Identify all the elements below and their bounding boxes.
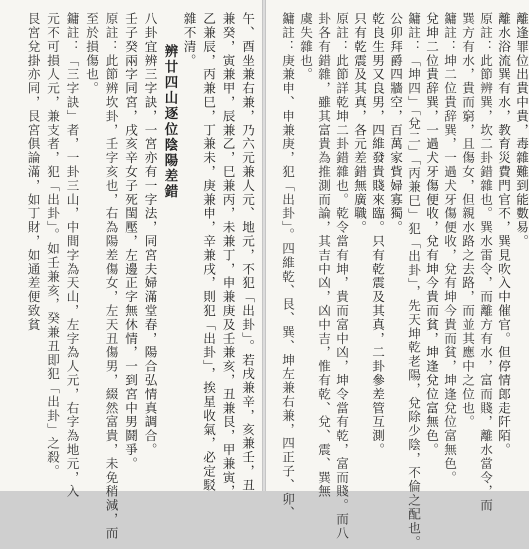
text-column: 艮宮兌掛亦同，艮宮俱論滿，如丁財，如通差便致貧 bbox=[25, 12, 41, 332]
text-column: 鏞註：庚兼申、申兼庚，犯「出卦」。四維乾、艮、巽、坤左兼右兼，四正子、卯、 bbox=[280, 12, 295, 520]
text-column: 兌坤二位貴辞巽，一過犬牙傷便收，兌有坤今貴而貧，坤逢兌位富無色。 bbox=[424, 12, 439, 457]
left-page bbox=[0, 0, 262, 541]
text-column: 只有乾震及其真，各元差錯無廣職。 bbox=[352, 12, 367, 235]
text-column: 乾良生男又良男，四維發貴賤來臨。只有乾震及其真，二卦參差管互測。 bbox=[370, 12, 385, 457]
text-column: 原註：此節詳乾坤二卦錯雜也。乾令當有坤，貴而富中凶，坤令當有乾，富而賤。而八 bbox=[334, 12, 349, 541]
text-column: 兼癸，寅兼甲，辰兼乙，巳兼丙，未兼丁，申兼庚及壬兼亥，丑兼艮，甲兼寅， bbox=[220, 12, 236, 499]
text-column: 離逢罪位出貴中貴，毒雜難到能數易。 bbox=[514, 12, 529, 249]
text-column: 原註：此節辨巽，坎二卦錯雜也。巽水雷令，而離方有水，富而賤，離水當令，而 bbox=[478, 12, 493, 513]
text-column: 鏞註：坤二位貴辞巽，一過犬牙傷便收，兌有坤今貴而貧，坤逢兌位富無色。 bbox=[442, 12, 457, 485]
text-column: 鏞註：「坤四」「兌二」「丙兼巳」犯「出卦」，先天坤乾老陽，兌除少陰，不倫之配也。 bbox=[406, 12, 421, 549]
text-column: 午、酉坐兼右兼，乃六元兼人元、地元，不犯「出卦」。若戌兼辛，亥兼壬，丑 bbox=[240, 12, 255, 493]
text-column: 八卦宜辨三字訣，一宮亦有一字法，同宮夫婦滿堂春，陽合弘情真調合。 bbox=[142, 12, 158, 457]
text-column: 巽方有水，貴而窮，且傷女，但親水路之去路，而並其應中之位也。 bbox=[460, 12, 475, 429]
text-column: 鏞註：「三字訣」者，一卦三山，中間字為天山，左字為人元，右字為地元，入 bbox=[64, 12, 80, 499]
text-column: 雜不清。 bbox=[181, 12, 197, 68]
text-column: 至於損傷也。 bbox=[84, 12, 99, 96]
text-column: 公卯拜爵四牆空，百萬家貲婦寡獨。 bbox=[388, 12, 403, 235]
text-column: 卦各有錯雜，雖其富貴為推測而論，其吉中凶，凶中吉，惟有乾、兌、震、巽無 bbox=[316, 12, 331, 499]
text-column: 元不可損人元，兼支者，犯「出卦」。如壬兼亥，癸兼丑即犯「出卦」之殺。 bbox=[45, 12, 60, 479]
right-page bbox=[266, 0, 529, 549]
text-column: 壬子癸兩字同宮，戌亥辛女子死閨壓，左邊正字無休情，一到宮中男鬪爭。 bbox=[123, 12, 138, 471]
text-column: 離水浴流巽有水，教育災費門官不，巽見吹入中催官。但停情郎走阡陌。 bbox=[496, 12, 511, 457]
text-column: 乙兼辰，丙兼巳，丁兼未，庚兼申，辛兼戌，則犯「出卦」，挨星收氣，必定駁 bbox=[201, 12, 216, 493]
section-heading: 辨廿四山逐位陰陽差錯 bbox=[162, 44, 178, 200]
text-column: 虞失雜也。 bbox=[298, 12, 313, 82]
text-column: 原註：此節辨坎卦，壬字亥也，右為陽差傷女，左天丑傷男，綴然富貴，未免稍減，而 bbox=[103, 12, 119, 541]
